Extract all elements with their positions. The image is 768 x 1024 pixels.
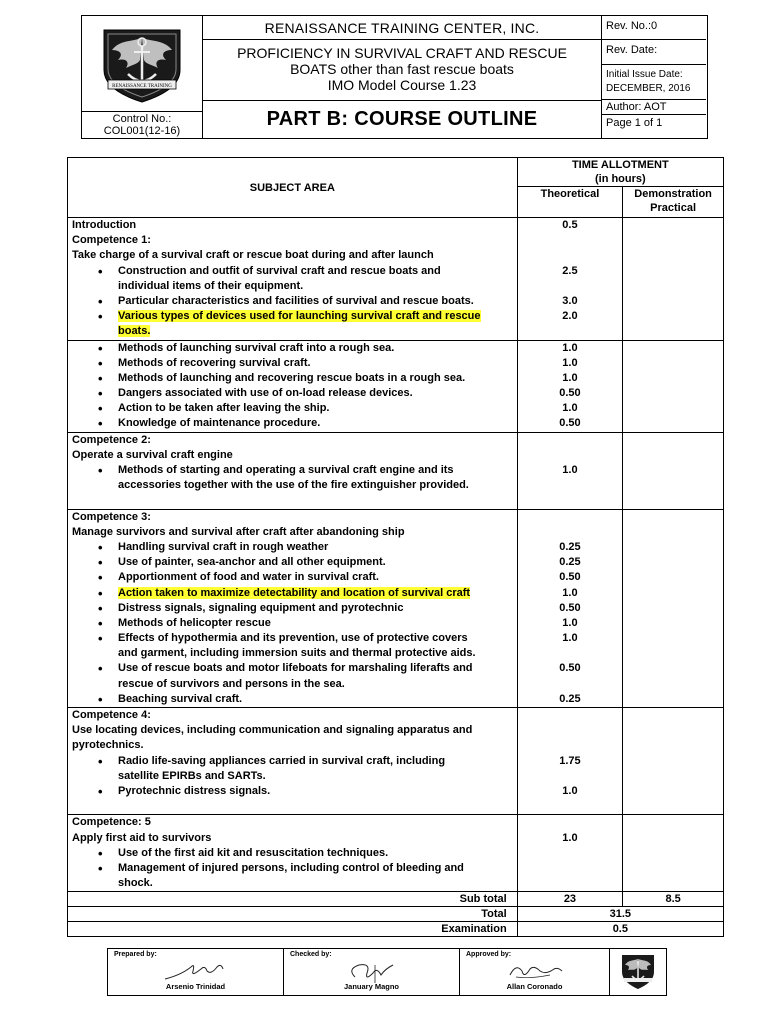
outline-bullet-item <box>72 846 513 861</box>
footer-logo-cell <box>610 949 666 995</box>
outline-text-line <box>72 493 513 508</box>
outline-bullet-item <box>72 784 513 799</box>
outline-body <box>68 218 724 892</box>
outline-line-text: Use locating devices, including communication and signaling apparatus and <box>72 724 473 737</box>
theoretical-cell <box>517 815 623 892</box>
outline-bullet-item <box>72 570 513 585</box>
course-title-line2: BOATS other than fast rescue boats <box>290 61 514 77</box>
company-logo <box>82 16 203 111</box>
rev-date: Rev. Date: <box>602 40 706 65</box>
outline-text-line <box>72 646 513 661</box>
outline-bullet-item <box>72 540 513 555</box>
control-value: COL001(12-16) <box>103 125 181 137</box>
theoretical-cell <box>517 218 623 341</box>
theoretical-hours: 1.0 <box>562 831 578 844</box>
outline-bullet-item <box>72 754 513 769</box>
outline-text-line <box>72 248 513 263</box>
checked-by-name: January Magno <box>343 982 399 991</box>
outline-line-text: Introduction <box>72 219 137 231</box>
total-label: Total <box>68 907 518 922</box>
outline-line-text: individual items of their equipment. <box>118 279 304 292</box>
demonstration-cell <box>623 432 724 509</box>
outline-line-text: shock. <box>118 877 153 890</box>
subject-cell <box>68 218 518 341</box>
theoretical-hours <box>518 324 623 339</box>
outline-section-row <box>68 340 724 432</box>
outline-line-text: Dangers associated with use of on-load release devices. <box>118 387 413 400</box>
demonstration-label: Demonstration <box>634 188 712 200</box>
document-header <box>81 15 708 139</box>
signature-block <box>107 948 667 996</box>
theoretical-hours: 1.0 <box>562 632 578 645</box>
theoretical-hours: 1.0 <box>562 356 578 369</box>
outline-section-row <box>68 432 724 509</box>
examination-value: 0.5 <box>517 922 723 937</box>
initial-issue-label: Initial Issue Date: <box>606 69 683 80</box>
outline-bullet-item <box>72 356 513 371</box>
outline-bullet-item <box>72 601 513 616</box>
theoretical-hours: 0.25 <box>559 556 581 569</box>
theoretical-hours: 0.25 <box>559 540 581 553</box>
outline-line-text: Competence: 5 <box>72 816 151 829</box>
approved-signature-icon <box>500 961 570 983</box>
outline-line-text: and garment, including immersion suits and thermal protective aids. <box>118 647 476 660</box>
theoretical-hours <box>518 248 623 263</box>
theoretical-hours <box>518 846 623 861</box>
prepared-signature-icon <box>161 961 231 983</box>
outline-line-text: Beaching survival craft. <box>118 692 243 705</box>
outline-text-line <box>72 218 513 233</box>
outline-line-text: Take charge of a survival craft or rescue boat during and after launch <box>72 249 434 262</box>
course-title-line3: IMO Model Course 1.23 <box>327 77 477 93</box>
control-number <box>82 111 203 138</box>
outline-line-text: Various types of devices used for launching survival craft and rescue <box>118 310 481 323</box>
outline-line-text: Radio life-saving appliances carried in survival craft, including <box>118 754 446 767</box>
theoretical-hours <box>518 708 623 723</box>
outline-text-line <box>72 448 513 463</box>
outline-line-text: Methods of recovering survival craft. <box>118 356 311 369</box>
theoretical-cell <box>517 432 623 509</box>
outline-section-row <box>68 218 724 341</box>
theoretical-hours <box>518 493 623 508</box>
prepared-by-name: Arsenio Trinidad <box>165 982 226 991</box>
theoretical-hours <box>518 646 623 661</box>
total-row <box>68 907 724 922</box>
outline-bullet-item <box>72 386 513 401</box>
theoretical-hours: 1.0 <box>562 371 578 384</box>
outline-line-text: Methods of helicopter rescue <box>118 616 271 629</box>
anchor-wings-logo-icon <box>94 24 190 104</box>
demonstration-cell <box>623 815 724 892</box>
theoretical-hours <box>518 279 623 294</box>
theoretical-hours: 1.0 <box>562 464 578 476</box>
theoretical-hours: 0.50 <box>559 571 581 584</box>
time-allotment-label: TIME ALLOTMENT <box>571 159 669 171</box>
demonstration-cell <box>623 509 724 707</box>
initial-issue-value: DECEMBER, 2016 <box>606 83 691 94</box>
theoretical-cell <box>517 509 623 707</box>
demonstration-cell <box>623 708 724 815</box>
outline-bullet-item <box>72 341 513 356</box>
outline-line-text: Apply first aid to survivors <box>72 831 212 844</box>
theoretical-hours: 0.25 <box>559 692 581 705</box>
subject-cell <box>68 815 518 892</box>
outline-bullet-item <box>72 416 513 431</box>
examination-row <box>68 922 724 937</box>
outline-bullet-item <box>72 631 513 646</box>
theoretical-hours <box>518 861 623 876</box>
outline-text-line <box>72 433 513 448</box>
approved-by-name: Allan Coronado <box>506 982 563 991</box>
theoretical-hours: 1.75 <box>559 754 581 767</box>
outline-bullet-item <box>72 294 513 309</box>
theoretical-hours: 0.50 <box>559 387 581 400</box>
theoretical-hours: 0.50 <box>559 417 581 430</box>
revision-info <box>601 16 706 138</box>
outline-text-line <box>72 478 513 493</box>
theoretical-hours: 0.5 <box>562 219 578 231</box>
total-value: 31.5 <box>517 907 723 922</box>
theoretical-hours <box>518 677 623 692</box>
outline-text-line <box>72 831 513 846</box>
subject-area-header: SUBJECT AREA <box>68 158 518 218</box>
theoretical-cell <box>517 708 623 815</box>
checked-by-label: Checked by: <box>290 951 332 958</box>
theoretical-hours: 1.0 <box>562 784 578 797</box>
theoretical-hours: 1.0 <box>562 586 578 599</box>
demonstration-cell <box>623 340 724 432</box>
subtotal-theoretical: 23 <box>517 892 623 907</box>
subtotal-label: Sub total <box>68 892 518 907</box>
outline-bullet-item <box>72 555 513 570</box>
outline-line-text: rescue of survivors and persons in the sea. <box>118 677 345 690</box>
checked-by-cell <box>284 949 460 995</box>
theoretical-hours <box>518 876 623 891</box>
demonstration-cell <box>623 218 724 341</box>
theoretical-cell <box>517 340 623 432</box>
theoretical-hours <box>518 723 623 738</box>
author: Author: AOT <box>602 100 706 115</box>
header-title-block <box>203 16 601 138</box>
outline-bullet-item <box>72 692 513 707</box>
outline-bullet-item <box>72 309 513 324</box>
demonstration-header <box>623 187 724 218</box>
subject-cell <box>68 509 518 707</box>
part-title: PART B: COURSE OUTLINE <box>203 100 601 138</box>
outline-line-text: Use of painter, sea-anchor and all other equipment. <box>118 556 386 569</box>
outline-text-line <box>72 738 513 753</box>
in-hours-label: (in hours) <box>594 173 646 185</box>
examination-label: Examination <box>68 922 518 937</box>
theoretical-hours <box>518 525 623 540</box>
outline-section-row <box>68 708 724 815</box>
outline-line-text: Particular characteristics and facilities of survival and rescue boats. <box>118 294 474 307</box>
outline-section-row <box>68 815 724 892</box>
theoretical-hours <box>518 433 623 448</box>
outline-text-line <box>72 324 513 339</box>
theoretical-header: Theoretical <box>517 187 623 218</box>
theoretical-hours: 1.0 <box>562 341 578 354</box>
outline-text-line <box>72 769 513 784</box>
theoretical-hours: 3.0 <box>562 294 578 307</box>
theoretical-hours <box>518 510 623 525</box>
theoretical-hours <box>518 738 623 753</box>
outline-line-text: Pyrotechnic distress signals. <box>118 784 271 797</box>
outline-line-text: Methods of launching survival craft into a rough sea. <box>118 341 395 354</box>
outline-text-line <box>72 510 513 525</box>
svg-text:RENAISSANCE TRAINING: RENAISSANCE TRAINING <box>112 83 172 89</box>
theoretical-hours <box>518 815 623 830</box>
outline-line-text: Methods of launching and recovering rescue boats in a rough sea. <box>118 371 466 384</box>
theoretical-hours <box>518 769 623 784</box>
outline-line-text: Knowledge of maintenance procedure. <box>118 417 321 430</box>
outline-text-line <box>72 876 513 891</box>
theoretical-hours: 0.50 <box>559 601 581 614</box>
theoretical-hours <box>518 448 623 463</box>
outline-line-text: Methods of starting and operating a survival craft engine and its <box>118 464 454 476</box>
outline-line-text: Use of the first aid kit and resuscitation techniques. <box>118 846 389 859</box>
outline-line-text: Use of rescue boats and motor lifeboats for marshaling liferafts and <box>118 662 473 675</box>
course-title <box>203 40 601 100</box>
outline-text-line <box>72 279 513 294</box>
checked-signature-icon <box>337 961 407 983</box>
outline-text-line <box>72 233 513 248</box>
outline-line-text: Handling survival craft in rough weather <box>118 540 329 553</box>
outline-line-text: Apportionment of food and water in survival craft. <box>118 571 379 584</box>
approved-by-label: Approved by: <box>466 951 512 958</box>
theoretical-hours <box>518 478 623 493</box>
outline-bullet-item <box>72 371 513 386</box>
outline-text-line <box>72 525 513 540</box>
outline-line-text: Competence 4: <box>72 709 151 721</box>
theoretical-hours: 0.50 <box>559 662 581 675</box>
outline-line-text: Competence 2: <box>72 433 151 446</box>
subtotal-demonstration: 8.5 <box>623 892 724 907</box>
page-number: Page 1 of 1 <box>606 117 663 129</box>
outline-bullet-item <box>72 463 513 478</box>
practical-label: Practical <box>650 202 697 214</box>
course-outline-table <box>67 157 724 937</box>
outline-section-row <box>68 509 724 707</box>
footer-anchor-logo-icon <box>618 952 658 992</box>
outline-line-text: boats. <box>118 325 151 338</box>
outline-line-text: Operate a survival craft engine <box>72 448 233 461</box>
initial-issue-date <box>602 65 706 100</box>
outline-line-text: Manage survivors and survival after craft after abandoning ship <box>72 525 405 538</box>
outline-text-line <box>72 677 513 692</box>
theoretical-hours: 1.0 <box>562 402 578 415</box>
outline-line-text: Construction and outfit of survival craft and rescue boats and <box>118 264 441 277</box>
outline-bullet-item <box>72 264 513 279</box>
theoretical-hours: 2.0 <box>562 310 578 323</box>
control-label: Control No.: <box>112 113 172 125</box>
outline-line-text: Competence 1: <box>72 234 151 247</box>
outline-line-text: satellite EPIRBs and SARTs. <box>118 769 266 782</box>
outline-line-text: Effects of hypothermia and its prevention, use of protective covers <box>118 632 468 645</box>
theoretical-hours: 2.5 <box>562 264 578 277</box>
outline-text-line <box>72 723 513 738</box>
outline-line-text: Action taken to maximize detectability and location of survival craft <box>118 586 471 599</box>
outline-text-line <box>72 815 513 830</box>
outline-bullet-item <box>72 586 513 601</box>
outline-text-line <box>72 799 513 814</box>
approved-by-cell <box>460 949 610 995</box>
subject-cell <box>68 432 518 509</box>
outline-text-line <box>72 708 513 723</box>
outline-line-text: Management of injured persons, including control of bleeding and <box>118 861 464 874</box>
outline-bullet-item <box>72 661 513 676</box>
outline-bullet-item <box>72 616 513 631</box>
subject-cell <box>68 708 518 815</box>
prepared-by-cell <box>108 949 284 995</box>
company-name: RENAISSANCE TRAINING CENTER, INC. <box>203 16 601 40</box>
outline-line-text: Competence 3: <box>72 510 151 523</box>
theoretical-hours: 1.0 <box>562 616 578 629</box>
outline-line-text: pyrotechnics. <box>72 739 144 752</box>
outline-line-text: Action to be taken after leaving the ship. <box>118 402 330 415</box>
theoretical-hours <box>518 233 623 248</box>
outline-line-text: accessories together with the use of the fire extinguisher provided. <box>118 479 469 492</box>
subject-cell <box>68 340 518 432</box>
subtotal-row <box>68 892 724 907</box>
outline-line-text: Distress signals, signaling equipment and pyrotechnic <box>118 601 404 614</box>
outline-bullet-item <box>72 861 513 876</box>
prepared-by-label: Prepared by: <box>114 951 157 958</box>
course-title-line1: PROFICIENCY IN SURVIVAL CRAFT AND RESCUE <box>237 45 567 61</box>
theoretical-hours <box>518 799 623 814</box>
time-allotment-header <box>517 158 723 187</box>
outline-bullet-item <box>72 401 513 416</box>
rev-number: Rev. No.:0 <box>602 16 706 40</box>
